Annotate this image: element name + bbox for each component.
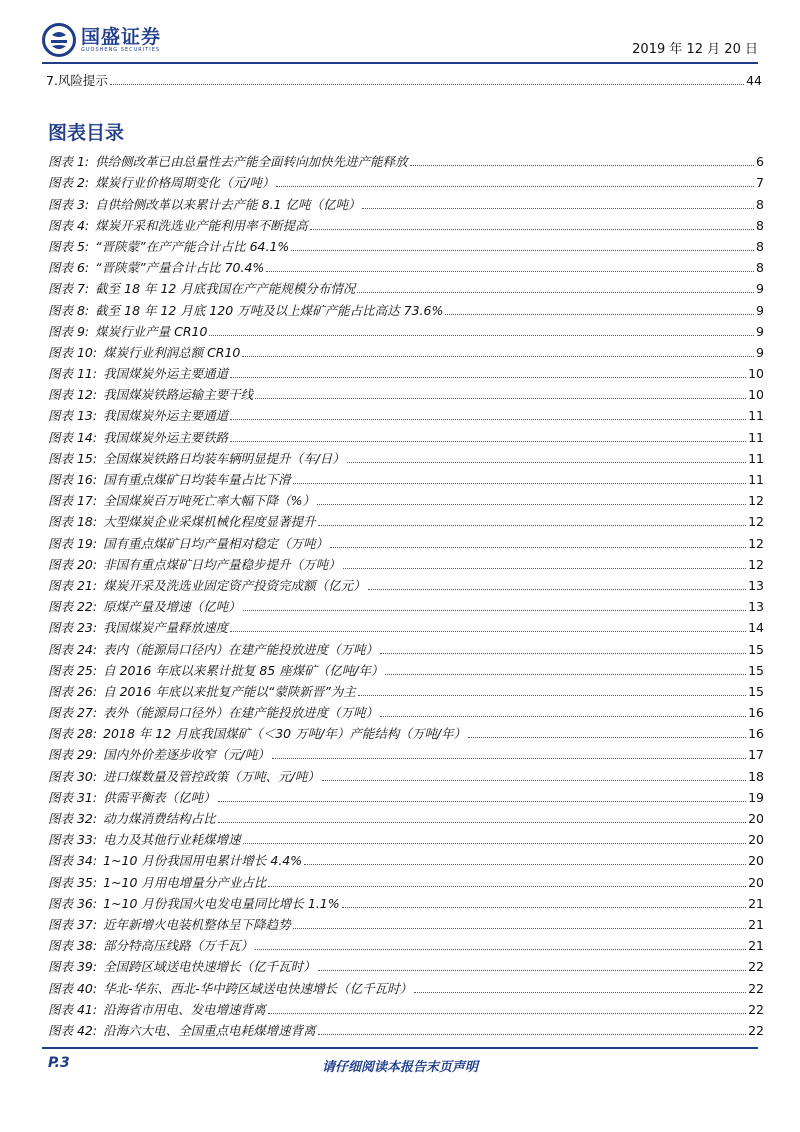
figure-title: 国有重点煤矿日均装车量占比下滑: [103, 472, 291, 487]
figure-number: 图表 35:: [48, 874, 98, 890]
figure-title: 煤炭开采及洗选业固定资产投资完成额（亿元）: [103, 577, 366, 593]
figure-title: 电力及其他行业耗煤增速: [103, 832, 241, 848]
figure-list-item[interactable]: [48, 849, 764, 870]
figure-number: 图表 40:: [48, 980, 98, 996]
dot-leader: [414, 992, 746, 993]
figure-list-item[interactable]: [48, 913, 764, 934]
figure-number: 图表 11:: [48, 366, 98, 382]
figure-number: 图表 12:: [48, 387, 98, 403]
figure-number: 图表 31:: [48, 789, 98, 805]
dot-leader: [380, 653, 746, 654]
figure-number: 图表 7:: [48, 281, 90, 297]
figure-label: [48, 238, 289, 256]
figure-label: [48, 259, 264, 277]
figure-number: 图表 20:: [48, 556, 98, 572]
figure-title: 部分特高压线路（万千瓦）: [103, 938, 254, 954]
dot-leader: [362, 208, 754, 209]
figure-list-item[interactable]: [48, 595, 764, 616]
figure-list-item[interactable]: [48, 214, 764, 235]
figure-page: 20: [748, 874, 764, 890]
figure-title: 进口煤数量及管控政策（万吨、元/吨）: [103, 768, 320, 784]
figure-title: 自 2016 年底以来累计批复 85 座煤矿（亿吨/年）: [103, 662, 384, 678]
report-date: 2019 年 12 月 20 日: [632, 42, 758, 57]
figure-page: 21: [748, 916, 764, 932]
figure-title: 全国煤炭铁路日均装车辆明显提升（车/日）: [103, 450, 345, 466]
header-divider: [42, 62, 758, 64]
figure-title: 沿海省市用电、发电增速背离: [103, 1001, 266, 1017]
figure-page: 6: [756, 154, 764, 170]
figure-label: [48, 365, 228, 383]
dot-leader: [209, 335, 754, 336]
figure-title: 沿海六大电、全国重点电耗煤增速背离: [103, 1022, 316, 1038]
figure-label: [48, 302, 443, 320]
figure-list-item[interactable]: [48, 531, 764, 552]
brand-logo: [42, 22, 161, 58]
dot-leader: [242, 356, 754, 357]
figure-title: 1~10 月份我国用电累计增长 4.4%: [103, 853, 303, 869]
figure-list-item[interactable]: [48, 722, 764, 743]
figure-page: 18: [748, 768, 764, 784]
dot-leader: [291, 250, 754, 251]
figure-label: [48, 407, 228, 425]
figure-list-item[interactable]: [48, 341, 764, 362]
figure-label: [48, 598, 241, 616]
dot-leader: [368, 589, 746, 590]
figure-number: 图表 27:: [48, 705, 98, 721]
dot-leader: [218, 801, 746, 802]
figure-number: 图表 39:: [48, 959, 98, 975]
figure-label: [48, 217, 308, 235]
figure-page: 22: [748, 980, 764, 996]
figure-title: 自 2016 年底以来批复产能以“蒙陕新晋”为主: [103, 683, 356, 699]
figure-number: 图表 18:: [48, 514, 98, 530]
figure-page: 22: [748, 959, 764, 975]
figure-label: [48, 1001, 266, 1019]
figure-number: 图表 30:: [48, 768, 98, 784]
figure-label: [48, 174, 274, 192]
figure-number: 图表 8:: [48, 302, 90, 318]
brand-name-cn: 国盛证券: [81, 25, 162, 48]
figure-list-item[interactable]: [48, 468, 764, 489]
figure-label: [48, 513, 316, 531]
dot-leader: [445, 314, 754, 315]
figure-number: 图表 16:: [48, 472, 98, 487]
figure-title: 原煤产量及增速（亿吨）: [103, 599, 241, 615]
figure-label: [48, 958, 316, 976]
figure-title: 2018 年 12 月底我国煤矿（＜30 万吨/年）产能结构（万吨/年）: [103, 726, 467, 742]
figure-list-item[interactable]: [48, 383, 764, 404]
figure-list-item[interactable]: [48, 659, 764, 680]
figure-page: 21: [748, 895, 764, 911]
figure-list: [48, 150, 764, 1040]
toc-entry-page: 44: [746, 73, 762, 88]
figure-label: [48, 386, 253, 404]
dot-leader: [410, 165, 754, 166]
dot-leader: [357, 292, 754, 293]
figure-title: 非国有重点煤矿日均产量稳步提升（万吨）: [103, 556, 341, 572]
figure-title: 动力煤消费结构占比: [103, 811, 216, 826]
dot-leader: [276, 186, 754, 187]
figure-title: 截至 18 年 12 月底 120 万吨及以上煤矿产能占比高达 73.6%: [95, 302, 444, 318]
figure-page: 11: [748, 408, 764, 424]
figure-list-item[interactable]: [48, 786, 764, 807]
dot-leader: [230, 377, 746, 378]
figure-page: 9: [756, 323, 764, 339]
page-header: [42, 22, 758, 62]
figure-list-item[interactable]: [48, 955, 764, 976]
disclaimer-note: 请仔细阅读本报告末页声明: [321, 1060, 478, 1075]
figure-page: 8: [756, 196, 764, 212]
figure-list-item[interactable]: [48, 1019, 764, 1040]
dot-leader: [243, 843, 746, 844]
figure-page: 19: [748, 789, 764, 805]
figure-title: 我国煤炭外运主要通道: [103, 366, 229, 382]
figure-list-item[interactable]: [48, 192, 764, 213]
figure-list-item[interactable]: [48, 277, 764, 298]
dot-leader: [310, 229, 754, 230]
figure-number: 图表 17:: [48, 493, 98, 509]
figure-number: 图表 10:: [48, 344, 98, 360]
figure-list-item[interactable]: [48, 425, 764, 446]
figure-number: 图表 13:: [48, 408, 98, 424]
figure-list-item[interactable]: [48, 510, 764, 531]
figure-page: 11: [748, 450, 764, 466]
figure-page: 16: [748, 705, 764, 721]
figure-label: [48, 725, 466, 743]
figure-list-item[interactable]: [48, 235, 764, 256]
figure-title: 表内（能源局口径内）在建产能投放进度（万吨）: [103, 641, 379, 657]
figure-page: 15: [748, 662, 764, 678]
figure-list-item[interactable]: [48, 828, 764, 849]
figure-number: 图表 6:: [48, 260, 90, 276]
figure-label: [48, 662, 383, 680]
figure-number: 图表 25:: [48, 662, 98, 678]
figure-list-item[interactable]: [48, 256, 764, 277]
figure-number: 图表 3:: [48, 196, 90, 212]
dot-leader: [293, 928, 746, 929]
figure-number: 图表 14:: [48, 429, 98, 445]
figure-label: [48, 831, 241, 849]
figure-title: 国有重点煤矿日均产量相对稳定（万吨）: [103, 535, 329, 551]
dot-leader: [230, 631, 746, 632]
figure-title: 大型煤炭企业采煤机械化程度显著提升: [103, 514, 316, 530]
figure-list-item[interactable]: [48, 637, 764, 658]
figure-title: 我国煤炭外运主要铁路: [103, 429, 229, 445]
dot-leader: [218, 822, 746, 823]
figure-number: 图表 22:: [48, 599, 98, 615]
dot-leader: [268, 886, 746, 887]
figure-label: [48, 429, 228, 447]
figure-number: 图表 33:: [48, 832, 98, 848]
figure-label: [48, 768, 320, 786]
figure-label: [48, 492, 315, 510]
figure-label: [48, 344, 240, 362]
dot-leader: [317, 504, 746, 505]
dot-leader: [318, 525, 746, 526]
figure-page: 15: [748, 683, 764, 699]
figure-list-item[interactable]: [48, 998, 764, 1019]
figure-number: 图表 5:: [48, 238, 90, 254]
figure-page: 9: [756, 281, 764, 297]
figure-page: 9: [756, 302, 764, 318]
dot-leader: [304, 864, 746, 865]
figure-page: 8: [756, 260, 764, 276]
figure-page: 22: [748, 1022, 764, 1038]
figure-label: [48, 535, 328, 553]
figure-number: 图表 28:: [48, 726, 98, 742]
figure-label: [48, 895, 340, 913]
figure-title: 华北-华东、西北-华中跨区域送电快速增长（亿千瓦时）: [103, 980, 413, 996]
figure-label: [48, 556, 341, 574]
figure-label: [48, 450, 345, 468]
figure-title: 我国煤炭外运主要通道: [103, 408, 229, 424]
figure-list-item[interactable]: [48, 447, 764, 468]
figure-number: 图表 9:: [48, 323, 90, 339]
figure-page: 10: [748, 387, 764, 403]
figure-label: [48, 1022, 316, 1040]
figure-list-item[interactable]: [48, 976, 764, 997]
figure-title: 煤炭行业价格周期变化（元/吨）: [95, 175, 275, 191]
figure-page: 11: [748, 429, 764, 445]
dot-leader: [293, 483, 746, 484]
figure-label: [48, 619, 228, 637]
figure-label: [48, 153, 408, 171]
figure-number: 图表 38:: [48, 938, 98, 954]
figure-page: 11: [748, 472, 764, 487]
figure-page: 13: [748, 577, 764, 593]
figure-page: 13: [748, 599, 764, 615]
figure-number: 图表 15:: [48, 450, 98, 466]
dot-leader: [318, 1034, 746, 1035]
figure-number: 图表 23:: [48, 620, 98, 636]
figure-title: 供需平衡表（亿吨）: [103, 789, 216, 805]
figure-list-item[interactable]: [48, 616, 764, 637]
figure-page: 7: [756, 175, 764, 191]
figure-page: 16: [748, 726, 764, 742]
guosheng-logo-icon: [42, 23, 76, 57]
figure-title: 煤炭行业利润总额 CR10: [103, 344, 241, 360]
dot-leader: [468, 737, 746, 738]
figure-label: [48, 916, 291, 934]
figure-list-item[interactable]: [48, 743, 764, 764]
dot-leader: [268, 1013, 746, 1014]
dot-leader: [230, 419, 746, 420]
dot-leader: [380, 716, 746, 717]
figure-list-item[interactable]: [48, 680, 764, 701]
dot-leader: [230, 441, 746, 442]
toc-entry-risk[interactable]: [46, 70, 762, 90]
figure-label: [48, 789, 216, 807]
figure-list-item[interactable]: [48, 320, 764, 341]
figure-number: 图表 4:: [48, 217, 90, 233]
dot-leader: [255, 949, 746, 950]
figure-list-item[interactable]: [48, 171, 764, 192]
toc-entry-label: 7.风险提示: [46, 73, 108, 88]
figure-page: 14: [748, 620, 764, 636]
figure-list-item[interactable]: [48, 362, 764, 383]
figure-title: 1~10 月用电增量分产业占比: [103, 874, 267, 890]
dot-leader: [385, 674, 746, 675]
figure-title: 国内外价差逐步收窄（元/吨）: [103, 747, 270, 763]
figure-list-item[interactable]: [48, 892, 764, 913]
figure-title: 我国煤炭产量释放速度: [103, 620, 229, 636]
figure-number: 图表 42:: [48, 1022, 98, 1038]
figure-list-item[interactable]: [48, 934, 764, 955]
dot-leader: [322, 780, 746, 781]
figure-page: 20: [748, 811, 764, 826]
figure-title: 供给侧改革已由总量性去产能全面转向加快先进产能释放: [95, 154, 408, 170]
figure-label: [48, 704, 378, 722]
figure-number: 图表 41:: [48, 1001, 98, 1017]
figure-label: [48, 874, 266, 892]
figure-page: 20: [748, 853, 764, 869]
figure-page: 20: [748, 832, 764, 848]
figure-page: 12: [748, 514, 764, 530]
figure-page: 22: [748, 1001, 764, 1017]
figure-title: 我国煤炭铁路运输主要干线: [103, 387, 254, 403]
figure-list-item[interactable]: [48, 298, 764, 319]
figure-title: 截至 18 年 12 月底我国在产产能规模分布情况: [95, 281, 356, 297]
figure-page: 8: [756, 238, 764, 254]
figure-page: 15: [748, 641, 764, 657]
figure-label: [48, 471, 291, 489]
figure-label: [48, 323, 207, 341]
figure-number: 图表 29:: [48, 747, 98, 763]
dot-leader: [110, 84, 744, 85]
section-title: 图表目录: [48, 122, 125, 144]
figure-number: 图表 2:: [48, 175, 90, 191]
figure-page: 12: [748, 535, 764, 551]
figure-number: 图表 37:: [48, 916, 98, 932]
figure-list-item[interactable]: [48, 150, 764, 171]
figure-title: 表外（能源局口径外）在建产能投放进度（万吨）: [103, 705, 379, 721]
figure-list-item[interactable]: [48, 489, 764, 510]
figure-number: 图表 26:: [48, 683, 98, 699]
figure-number: 图表 24:: [48, 641, 98, 657]
figure-page: 9: [756, 344, 764, 360]
figure-list-item[interactable]: [48, 807, 764, 828]
figure-label: [48, 641, 378, 659]
figure-page: 8: [756, 217, 764, 233]
figure-title: 自供给侧改革以来累计去产能 8.1 亿吨（亿吨）: [95, 196, 361, 212]
figure-label: [48, 280, 355, 298]
figure-title: 煤炭开采和洗选业产能利用率不断提高: [95, 217, 308, 233]
figure-page: 10: [748, 366, 764, 382]
figure-number: 图表 1:: [48, 154, 90, 170]
dot-leader: [358, 695, 746, 696]
dot-leader: [243, 610, 746, 611]
figure-label: [48, 196, 360, 214]
figure-number: 图表 32:: [48, 811, 98, 826]
figure-title: 1~10 月份我国火电发电量同比增长 1.1%: [103, 895, 340, 911]
figure-title: “晋陕蒙”产量合计占比 70.4%: [95, 260, 265, 276]
figure-label: [48, 980, 412, 998]
dot-leader: [255, 398, 746, 399]
figure-label: [48, 810, 216, 828]
figure-page: 12: [748, 493, 764, 509]
figure-title: 全国跨区域送电快速增长（亿千瓦时）: [103, 959, 316, 975]
dot-leader: [347, 462, 746, 463]
figure-number: 图表 34:: [48, 853, 98, 869]
brand-name-en: GUOSHENG SECURITIES: [81, 46, 161, 53]
figure-number: 图表 19:: [48, 535, 98, 551]
dot-leader: [266, 271, 754, 272]
figure-page: 21: [748, 938, 764, 954]
dot-leader: [330, 547, 746, 548]
dot-leader: [343, 568, 746, 569]
figure-page: 17: [748, 747, 764, 763]
figure-number: 图表 21:: [48, 577, 98, 593]
figure-list-item[interactable]: [48, 870, 764, 891]
figure-list-item[interactable]: [48, 404, 764, 425]
figure-label: [48, 683, 356, 701]
figure-list-item[interactable]: [48, 553, 764, 574]
figure-list-item[interactable]: [48, 701, 764, 722]
figure-label: [48, 577, 366, 595]
figure-title: 全国煤炭百万吨死亡率大幅下降（%）: [103, 493, 315, 509]
dot-leader: [318, 970, 746, 971]
figure-list-item[interactable]: [48, 574, 764, 595]
figure-title: 煤炭行业产量 CR10: [95, 323, 208, 339]
dot-leader: [272, 758, 746, 759]
figure-title: 近年新增火电装机整体呈下降趋势: [103, 916, 291, 932]
figure-label: [48, 852, 302, 870]
figure-label: [48, 937, 253, 955]
dot-leader: [342, 907, 746, 908]
page-number: P.3: [48, 1055, 70, 1071]
figure-list-item[interactable]: [48, 764, 764, 785]
figure-page: 12: [748, 556, 764, 572]
figure-number: 图表 36:: [48, 895, 98, 911]
figure-title: “晋陕蒙”在产产能合计占比 64.1%: [95, 238, 290, 254]
figure-label: [48, 746, 270, 764]
footer-divider: [42, 1047, 758, 1049]
